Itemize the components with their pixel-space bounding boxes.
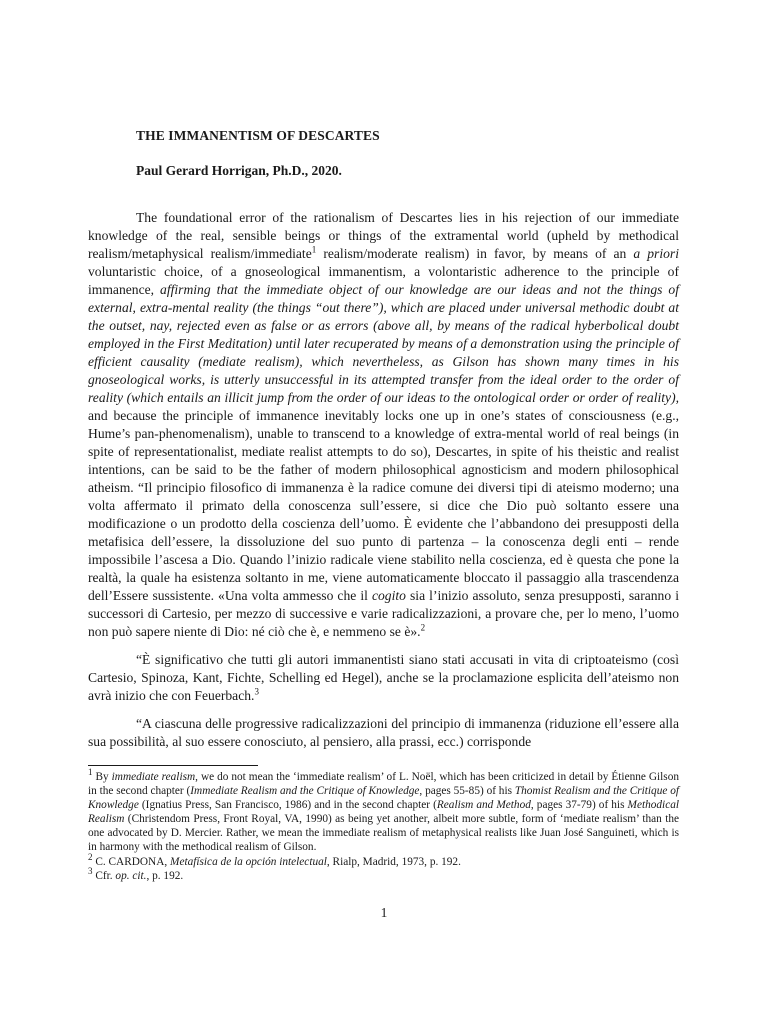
body-paragraph-3 [88, 715, 679, 751]
text-run: “È significativo che tutti gli autori immanentisti siano stati accusati in vita di criptoateismo (così Cartesio, Spinoza, Kant, Fichte, Schelling ed Hegel), anche se la proclamazione esplicita dell’ateismo non avrà inizio che con Feuerbach. [88, 652, 679, 703]
footnotes-section [88, 767, 680, 883]
footnote-marker: 3 [88, 865, 93, 876]
text-run: The foundational error of the rationalism of Descartes lies in his rejection of our immediate knowledge of the real, sensible beings or things of the extramental world (upheld by methodical realism/metaphysical realism/immediate [88, 210, 679, 261]
footnote-2 [88, 851, 679, 869]
text-run: and because the principle of immanence inevitably locks one up in one’s states of consciousness (e.g., Hume’s pan-phenomenalism), unable to transcend to a knowledge of extra-mental world of real beings (in spite of representationalist, mediate realist attempts to do so), Descartes, in spite of his theistic and realist intentions, can be said to be the father of modern philosophical agnosticism and modern philosophical atheism. “Il principio filosofico di immanenza è la radice comune dei diversi tipi di ateismo moderno; una volta affermato il primato della conoscenza sull’essere, si dice che Dio può soltanto essere una modificazione o un prodotto della coscienza dell’uomo. È evidente che l’abbandono dei presupposti della metafisica dell’essere, la dissoluzione del suo punto di partenza – la conoscenza degli enti – rende impossibile l’ascesa a Dio. Quando l’inizio radicale viene stabilito nella coscienza, ed è questa che pone la realtà, la quale ha esistenza soltanto in me, viene automaticamente bloccato il passaggio alla trascendenza dell’Essere sussistente. «Una volta ammesso che il [88, 408, 679, 603]
footnote-3 [88, 865, 679, 883]
italic-run: op. cit. [115, 869, 147, 882]
italic-run: immediate realism [111, 771, 196, 783]
footnote-marker: 2 [88, 851, 93, 862]
text-run: realism/moderate realism) in favor, by means of an [316, 246, 634, 261]
text-run: “A ciascuna delle progressive radicalizzazioni del principio di immanenza (riduzione ell’essere alla sua possibilità, al suo essere conosciuto, al pensiero, alla prassi, ecc.) corrisponde [88, 716, 679, 749]
italic-run: Realism and Method [436, 799, 531, 812]
document-author: Paul Gerard Horrigan, Ph.D., 2020. [136, 163, 342, 178]
text-run: , we do not mean the ‘immediate realism’ of L. Noël, which has been criticized in detail by Étienne Gilson in the second chapter ( [88, 771, 680, 798]
italic-run: Thomist Realism and the Critique of Knowledge [88, 785, 679, 812]
footnote-ref-2[interactable]: 2 [420, 622, 426, 633]
text-run: C. CARDONA, [92, 855, 171, 868]
italic-run: a priori [633, 246, 679, 261]
footnote-ref-1[interactable]: 1 [311, 244, 317, 255]
footnote-ref-3[interactable]: 3 [254, 686, 259, 697]
italic-run: Metafísica de la opción intelectual [170, 855, 327, 868]
page-number: 1 [380, 905, 388, 920]
text-run: , Rialp, Madrid, 1973, p. 192. [326, 855, 461, 868]
footnote-separator [88, 765, 258, 766]
text-run: , pages 55-85) of his [419, 785, 515, 798]
text-run: (Christendom Press, Front Royal, VA, 1990) as being yet another, albeit more subtle, form of ‘mediate realism’ than the one advocated by D. Mercier. Rather, we mean the immediate realism of metaphysical realists like Juan José Sanguineti, which is in harmony with the methodical realism of Gilson. [88, 813, 679, 854]
italic-run: Methodical Realism [88, 799, 679, 826]
text-run: (Ignatius Press, San Francisco, 1986) and in the second chapter ( [138, 799, 437, 812]
text-run: By [92, 771, 112, 783]
text-run: sia l’inizio assoluto, senza presupposti, saranno i successori di Cartesio, per mezzo di successive e varie radicalizzazioni, a provare che, per lo meno, l’uomo non può sapere niente di Dio: né ciò che è, e nemmeno se è». [88, 588, 679, 639]
document-title: THE IMMANENTISM OF DESCARTES [136, 128, 380, 143]
footnote-1 [88, 767, 680, 855]
text-run: , pages 37-79) of his [530, 799, 628, 812]
body-paragraph-1 [88, 209, 679, 641]
body-paragraph-2 [88, 651, 679, 705]
footnote-marker: 1 [88, 767, 93, 778]
italic-run: cogito [371, 588, 406, 603]
italic-run: affirming that the immediate object of our knowledge are our ideas and not the things of external, extra-mental reality (the things “out there”), which are placed under universal methodic doubt at the outset, nay, rejected even as false or as errors (above all, by means of the radical hyberbolical doubt employed in the First Meditation) until later recuperated by means of a demonstration using the principle of efficient causality (mediate realism), which nevertheless, as Gilson has shown many times in his gnoseological works, is utterly unsuccessful in its attempted transfer from the ideal order to the order of reality (which entails an illicit jump from the order of our ideas to the ontological order or order of reality), [88, 282, 680, 405]
italic-run: Immediate Realism and the Critique of Knowledge [190, 785, 420, 798]
text-run: Cfr. [92, 869, 116, 882]
text-run: , p. 192. [146, 869, 184, 882]
text-run: voluntaristic choice, of a gnoseological immanentism, a volontaristic adherence to the principle of immanence, [88, 264, 679, 297]
